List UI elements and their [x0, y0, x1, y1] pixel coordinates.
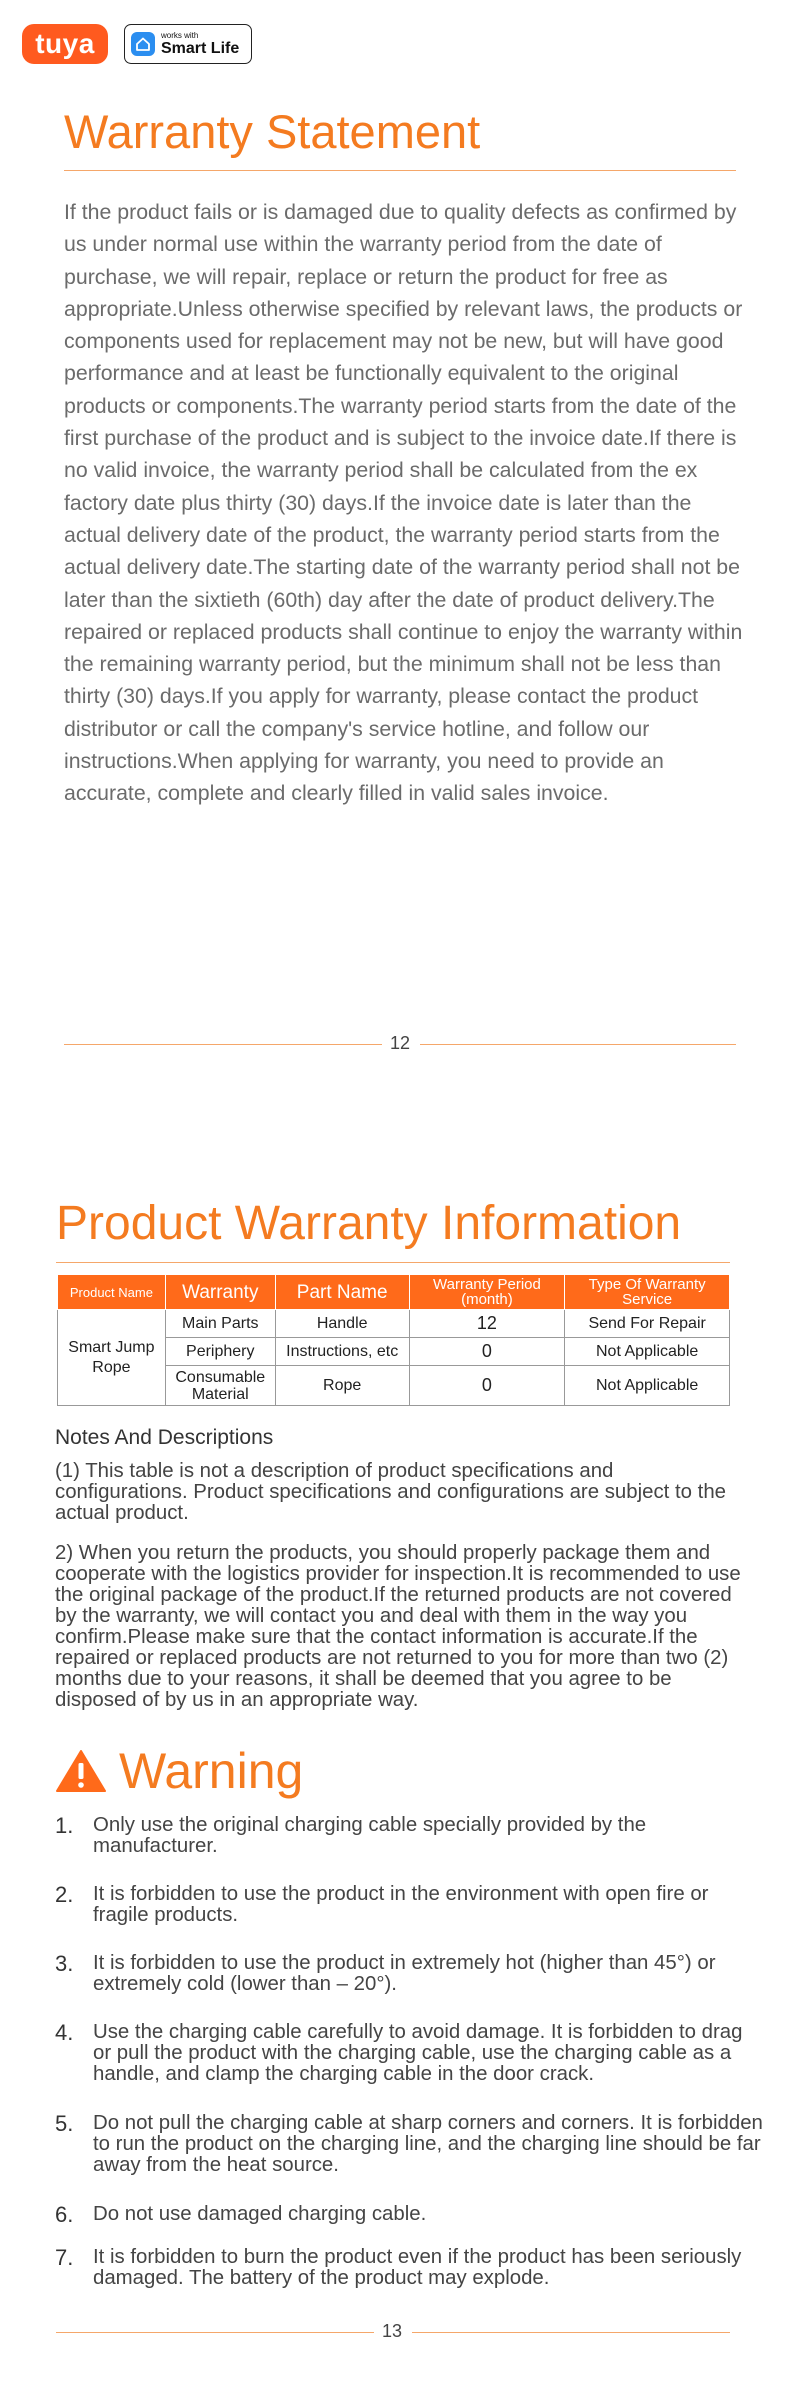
list-text: It is forbidden to burn the product even if the product has been seriously damaged. The battery of the product may explode.: [93, 2246, 742, 2289]
list-number: 5.: [55, 2111, 74, 2136]
list-item: [55, 2022, 765, 2085]
table-header: Product Name: [58, 1275, 166, 1310]
table-header: Warranty Period (month): [409, 1275, 565, 1310]
warning-title: Warning: [119, 1743, 304, 1799]
product-name-cell: Smart Jump Rope: [58, 1310, 166, 1406]
table-cell: Rope: [275, 1366, 409, 1406]
table-header: Warranty: [165, 1275, 275, 1310]
table-header: Type Of Warranty Service: [565, 1275, 730, 1310]
table-cell: Periphery: [165, 1338, 275, 1366]
list-text: Only use the original charging cable specially provided by the manufacturer.: [93, 1814, 647, 1857]
list-number: 4.: [55, 2020, 74, 2045]
title-divider: [64, 170, 736, 171]
badge-big-text: Smart Life: [161, 39, 240, 57]
list-item: [55, 1815, 765, 1857]
smart-life-badge: [124, 24, 252, 64]
list-item: [55, 2113, 765, 2176]
smart-home-icon: [131, 32, 155, 56]
table-cell: 0: [409, 1366, 565, 1406]
warranty-table: [57, 1274, 730, 1406]
table-header: Part Name: [275, 1275, 409, 1310]
list-text: Do not use damaged charging cable.: [93, 2203, 427, 2225]
page-number: 13: [382, 2321, 403, 2341]
table-cell: Handle: [275, 1310, 409, 1338]
notes-heading: Notes And Descriptions: [55, 1426, 274, 1449]
table-cell: 12: [409, 1310, 565, 1338]
badge-small-text: works with: [161, 30, 199, 40]
warranty-statement-body: If the product fails or is damaged due to quality defects as confirmed by us under normal use within the warranty period from the date of purchase, we will repair, replace or return the product for free as appropriate.Unless otherwise specified by relevant laws, the products or components used for replacement may not be new, but will have good performance and at least be functionally equivalent to the original products or components.The warranty period starts from the date of the first purchase of the product and is subject to the invoice date.If there is no valid invoice, the warranty period shall be calculated from the ex factory date plus thirty (30) days.If the invoice date is later than the actual delivery date of the product, the warranty period starts from the actual delivery date.The starting date of the warranty period shall not be later than the sixtieth (60th) day after the date of product delivery.The repaired or replaced products shall continue to enjoy the warranty within the remaining warranty period, but the minimum shall not be less than thirty (30) days.If you apply for warranty, please contact the product distributor or call the company's service hotline, and follow our instructions.When applying for warranty, you need to provide an accurate, complete and clearly filled in valid sales invoice.: [64, 200, 743, 806]
footer-rule-right: [412, 2332, 730, 2333]
table-cell: Instructions, etc: [275, 1338, 409, 1366]
product-warranty-title: Product Warranty Information: [56, 1197, 682, 1250]
list-item: [55, 2247, 765, 2289]
list-text: It is forbidden to use the product in extremely hot (higher than 45°) or extremely cold (lower than – 20°).: [93, 1952, 716, 1995]
list-item: [55, 2204, 765, 2225]
list-text: It is forbidden to use the product in the environment with open fire or fragile products.: [93, 1883, 709, 1926]
page-number: 12: [390, 1033, 411, 1053]
title-divider: [56, 1262, 730, 1263]
warranty-statement-title: Warranty Statement: [64, 105, 481, 158]
list-text: Use the charging cable carefully to avoid damage. It is forbidden to drag or pull the product with the charging cable, use the charging cable as a handle, and clamp the charging cable in the door crack.: [93, 2021, 743, 2085]
warning-heading: [55, 1742, 303, 1800]
list-item: [55, 1884, 765, 1926]
list-item: [55, 1953, 765, 1995]
list-number: 2.: [55, 1882, 74, 1907]
footer-rule-left: [56, 2332, 374, 2333]
note-2: 2) When you return the products, you should properly package them and cooperate with the logistics provider for inspection.It is recommended to use the original package of the product.If the returned products are not covered by the warranty, we will contact you and deal with them in the way you confirm.Please make sure that the contact information is accurate.If the repaired or replaced products are not returned to you for more than two (2) months due to your reasons, it shall be deemed that you agree to be disposed of by us in an appropriate way.: [55, 1542, 741, 1711]
table-header-row: [58, 1275, 730, 1310]
table-cell: Send For Repair: [565, 1310, 730, 1338]
footer-rule-right: [420, 1044, 736, 1045]
note-1: (1) This table is not a description of product specifications and configurations. Product specifications and configurations are subject to the actual product.: [55, 1460, 727, 1524]
list-text: Do not pull the charging cable at sharp corners and corners. It is forbidden to run the product on the charging line, and the charging line should be far away from the heat source.: [93, 2112, 763, 2176]
table-row: [58, 1310, 730, 1338]
warning-triangle-icon: [55, 1749, 107, 1793]
table-cell: Not Applicable: [565, 1338, 730, 1366]
footer-rule-left: [64, 1044, 382, 1045]
list-number: 1.: [55, 1813, 74, 1838]
list-number: 3.: [55, 1951, 74, 1976]
table-cell: Not Applicable: [565, 1366, 730, 1406]
table-cell: Consumable Material: [165, 1366, 275, 1406]
table-cell: 0: [409, 1338, 565, 1366]
list-number: 7.: [55, 2245, 74, 2270]
table-cell: Main Parts: [165, 1310, 275, 1338]
list-number: 6.: [55, 2202, 74, 2227]
tuya-logo: tuya: [22, 24, 108, 64]
